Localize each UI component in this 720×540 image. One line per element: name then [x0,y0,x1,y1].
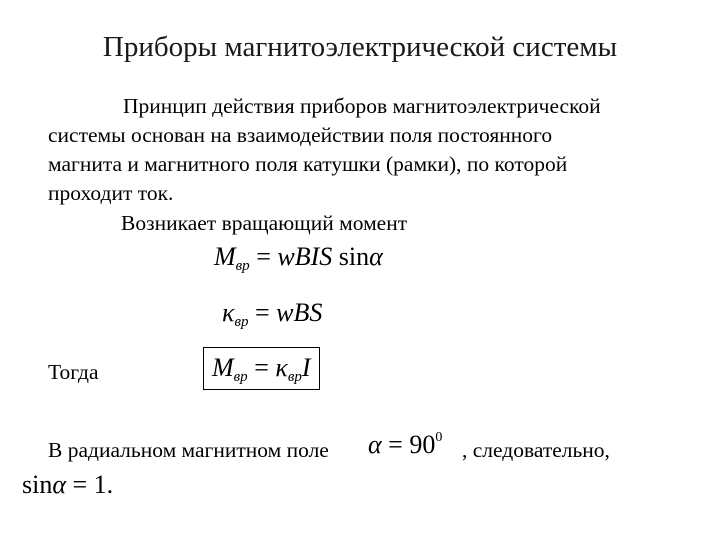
principle-line-4: проходит ток. [48,181,174,205]
principle-line-3: магнита и магнитного поля катушки (рамки), по которой [48,152,568,176]
current-symbol: I [301,353,311,382]
then-label: Тогда [48,360,99,384]
coefficient-product: wBS [276,298,323,327]
sine-value: = 1. [66,470,114,499]
alpha-symbol: α [52,470,66,499]
torque-intro: Возникает вращающий момент [121,211,408,235]
torque-product: wBIS [277,242,333,271]
alpha-symbol: α [368,430,382,459]
boxed-result-formula [203,347,320,390]
radial-field-text: В радиальном магнитном поле [48,438,329,462]
torque-symbol: M [212,353,234,382]
alpha-angle-formula [368,430,442,460]
equals-sign: = [247,353,276,382]
principle-line-1: Принцип действия приборов магнитоэлектрической [123,94,601,118]
torque-subscript: вр [233,369,248,385]
sine-function: sin [332,242,370,271]
coefficient-formula [222,298,322,328]
torque-formula [214,242,383,272]
slide-title: Приборы магнитоэлектрической системы [102,31,618,63]
consequently-text: , следовательно, [462,438,610,462]
degree-superscript: 0 [435,430,443,445]
coefficient-subscript: вр [287,369,302,385]
angle-value: = 90 [381,430,436,459]
principle-line-2: системы основан на взаимодействии поля постоянного [48,123,553,147]
coefficient-subscript: вр [234,314,249,330]
coefficient-symbol: κ [222,298,235,327]
sine-result-formula [22,470,113,500]
alpha-symbol: α [369,242,383,271]
equals-sign: = [248,298,277,327]
torque-subscript: вр [235,258,250,274]
coefficient-symbol: κ [275,353,288,382]
torque-symbol: M [214,242,236,271]
sine-function: sin [22,470,53,499]
equals-sign: = [249,242,278,271]
